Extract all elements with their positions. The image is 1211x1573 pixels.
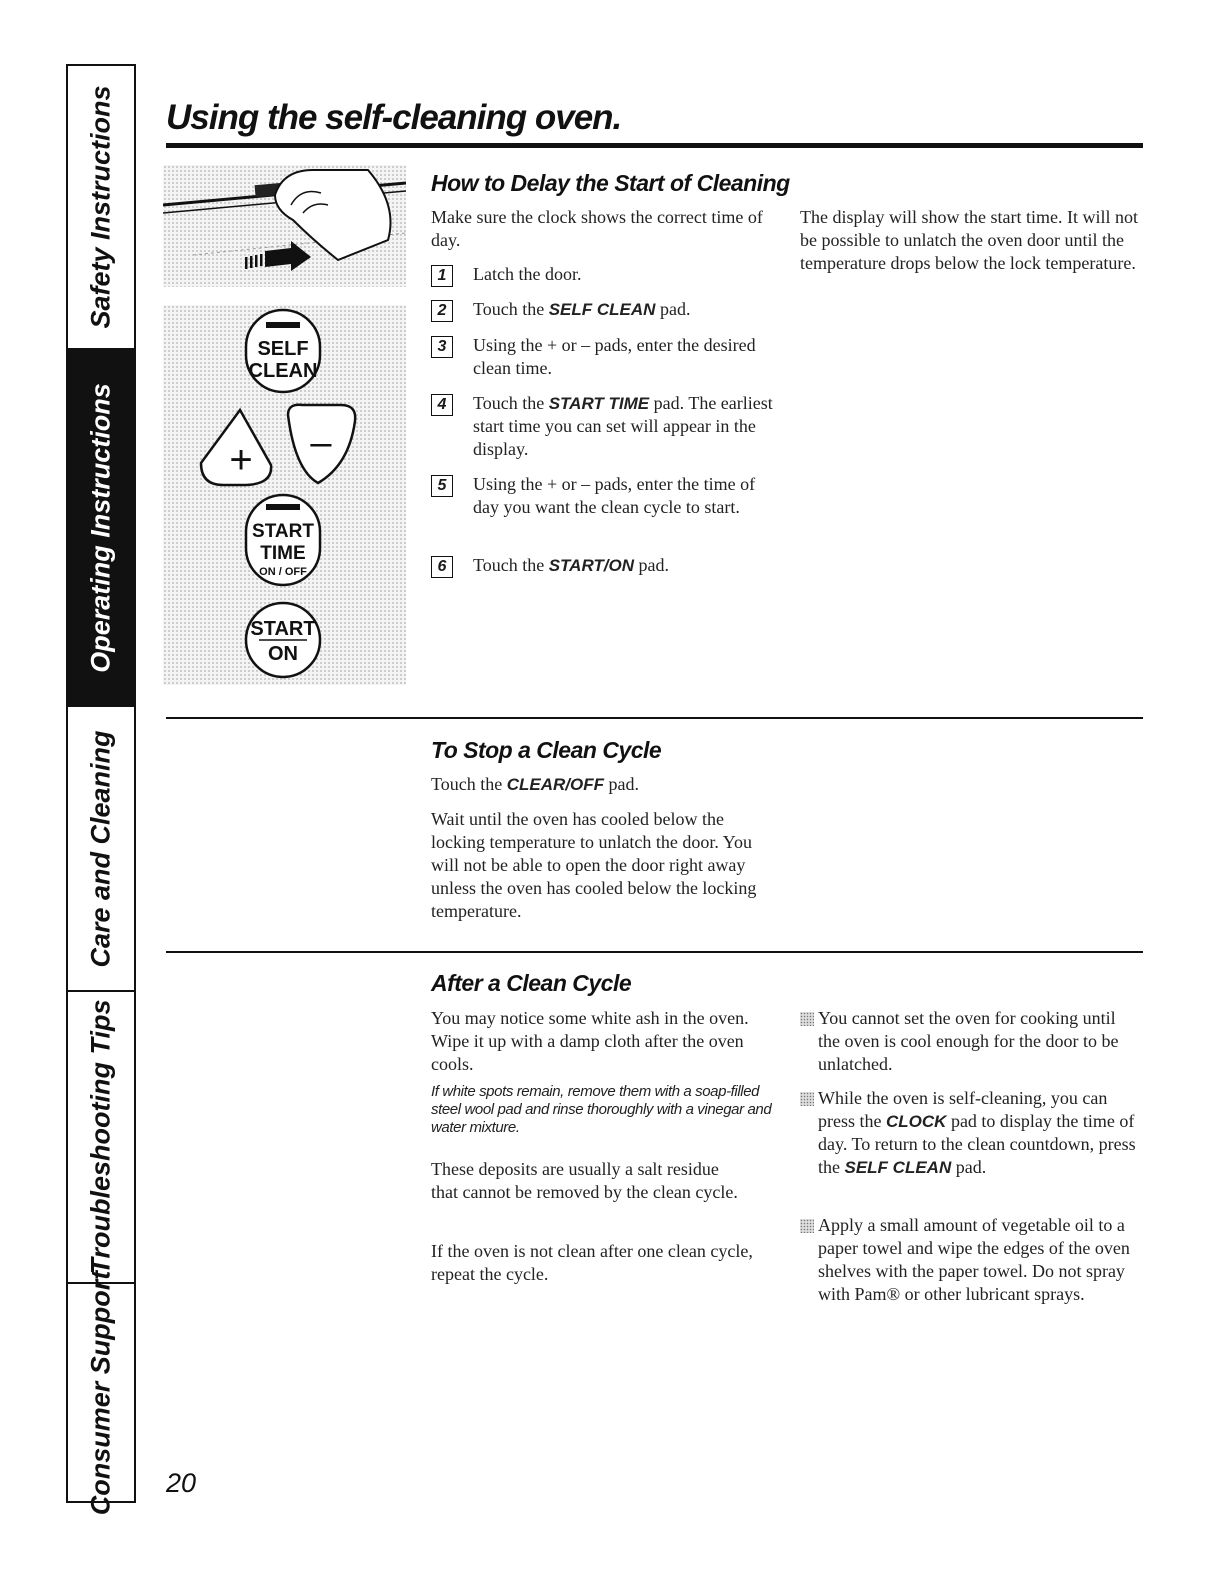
start-on-pad-label-2: ON [268, 643, 298, 665]
stop-p1-post: pad. [604, 774, 639, 794]
pad-name: SELF CLEAN [548, 300, 656, 319]
plus-pad-label: + [229, 438, 253, 482]
self-clean-pad-label-2: CLEAN [248, 360, 318, 382]
bullet-text [818, 1007, 1138, 1076]
after-note: If white spots remain, remove them with a soap-filled steel wool pad and rinse thoroughly with a vinegar and water mixture. [431, 1083, 772, 1136]
after-heading: After a Clean Cycle [431, 970, 632, 996]
start-time-pad-label-3: ON / OFF [259, 566, 307, 578]
after-paragraph-1: You may notice some white ash in the oven. Wipe it up with a damp cloth after the oven cools. [431, 1008, 749, 1074]
tab-label: Safety Instructions [85, 85, 116, 329]
start-on-pad [246, 603, 320, 677]
tab-label: Troubleshooting Tips [85, 999, 116, 1275]
bullet-text [818, 1087, 1138, 1179]
delay-heading: How to Delay the Start of Cleaning [431, 170, 790, 196]
pad-name: CLEAR/OFF [506, 775, 604, 794]
door-latch-illustration [163, 165, 406, 287]
plus-pad [201, 410, 271, 485]
tab-label: Operating Instructions [85, 382, 116, 673]
bullet-icon [800, 1092, 814, 1106]
delay-intro: Make sure the clock shows the correct time of day. [431, 207, 763, 250]
step-text [473, 473, 773, 519]
step-text [473, 334, 773, 380]
tab-troubleshooting-tips[interactable] [68, 992, 134, 1284]
control-pad-illustration [163, 305, 406, 685]
bullet-text-pre: While the oven is self-cleaning, you can press the [818, 1088, 1108, 1131]
step-number: 6 [431, 556, 453, 578]
step-text [473, 263, 773, 286]
latch-drawing [163, 165, 406, 287]
step-number: 5 [431, 475, 453, 497]
step-text [473, 392, 773, 461]
pad-name: SELF CLEAN [844, 1158, 952, 1177]
self-clean-pad [246, 310, 320, 392]
control-pads-drawing [163, 305, 406, 685]
stop-heading: To Stop a Clean Cycle [431, 737, 662, 763]
bullet-text-mid: pad to display the time of day. To return to the clean countdown, press the [818, 1111, 1136, 1177]
start-time-pad-label-2: TIME [260, 543, 306, 564]
stop-paragraph-2: Wait until the oven has cooled below the locking temperature to unlatch the door. You will not be able to open the door right away unless the oven has cooled below the locking temperature. [431, 809, 757, 921]
tab-care-and-cleaning[interactable] [68, 707, 134, 992]
bullet-text-pre: You cannot set the oven for cooking until the oven is cool enough for the door to be unlatched. [818, 1008, 1119, 1074]
step-text-pre: Using the + or – pads, enter the time of day you want the clean cycle to start. [473, 474, 756, 517]
tab-consumer-support[interactable] [68, 1270, 134, 1515]
tab-operating-instructions[interactable] [68, 350, 134, 707]
pad-name: CLOCK [885, 1112, 947, 1131]
step-text [473, 554, 773, 577]
bullet-text-pre: Apply a small amount of vegetable oil to a paper towel and wipe the edges of the oven shelves with the paper towel. Do not spray with Pam® or other lubricant sprays. [818, 1215, 1130, 1304]
stop-paragraph-1 [431, 773, 776, 796]
step-text-post: pad. The earliest start time you can set will appear in the display. [473, 393, 773, 459]
self-clean-pad-label-1: SELF [257, 338, 309, 360]
delay-right-text: The display will show the start time. It will not be possible to unlatch the oven door until the temperature drops below the lock temperature. [800, 207, 1138, 273]
tab-safety-instructions[interactable] [68, 66, 134, 350]
start-on-pad-label-1: START [250, 618, 316, 640]
pad-name: START TIME [548, 394, 650, 413]
step-text-pre: Touch the [473, 299, 549, 319]
tab-label: Care and Cleaning [85, 729, 116, 968]
tab-label: Consumer Support [85, 1270, 116, 1515]
step-text-pre: Using the + or – pads, enter the desired clean time. [473, 335, 756, 378]
side-tab-bar [66, 64, 136, 1515]
page-title: Using the self-cleaning oven. [166, 98, 622, 137]
pad-name: START/ON [548, 556, 635, 575]
stop-p1-pre: Touch the [431, 774, 507, 794]
minus-pad-label: – [310, 422, 332, 464]
section-rule [166, 951, 1143, 953]
bullet-text [818, 1214, 1138, 1306]
step-number: 2 [431, 300, 453, 322]
bullet-text-post: pad. [951, 1157, 987, 1177]
step-text-post: pad. [634, 555, 670, 575]
after-paragraph-3: If the oven is not clean after one clean cycle, repeat the cycle. [431, 1241, 753, 1284]
page-number: 20 [166, 1468, 197, 1498]
title-rule [166, 143, 1143, 148]
bullet-icon [800, 1219, 814, 1233]
section-rule [166, 717, 1143, 719]
step-text [473, 298, 773, 321]
after-paragraph-2: These deposits are usually a salt residue that cannot be removed by the clean cycle. [431, 1159, 738, 1202]
step-text-pre: Latch the door. [473, 264, 582, 284]
step-text-post: pad. [655, 299, 691, 319]
step-number: 1 [431, 265, 453, 287]
step-number: 4 [431, 394, 453, 416]
step-text-pre: Touch the [473, 393, 549, 413]
step-number: 3 [431, 336, 453, 358]
start-time-pad-label-1: START [252, 521, 314, 542]
minus-pad [288, 405, 355, 483]
step-text-pre: Touch the [473, 555, 549, 575]
bullet-icon [800, 1012, 814, 1026]
start-time-pad [246, 495, 320, 585]
